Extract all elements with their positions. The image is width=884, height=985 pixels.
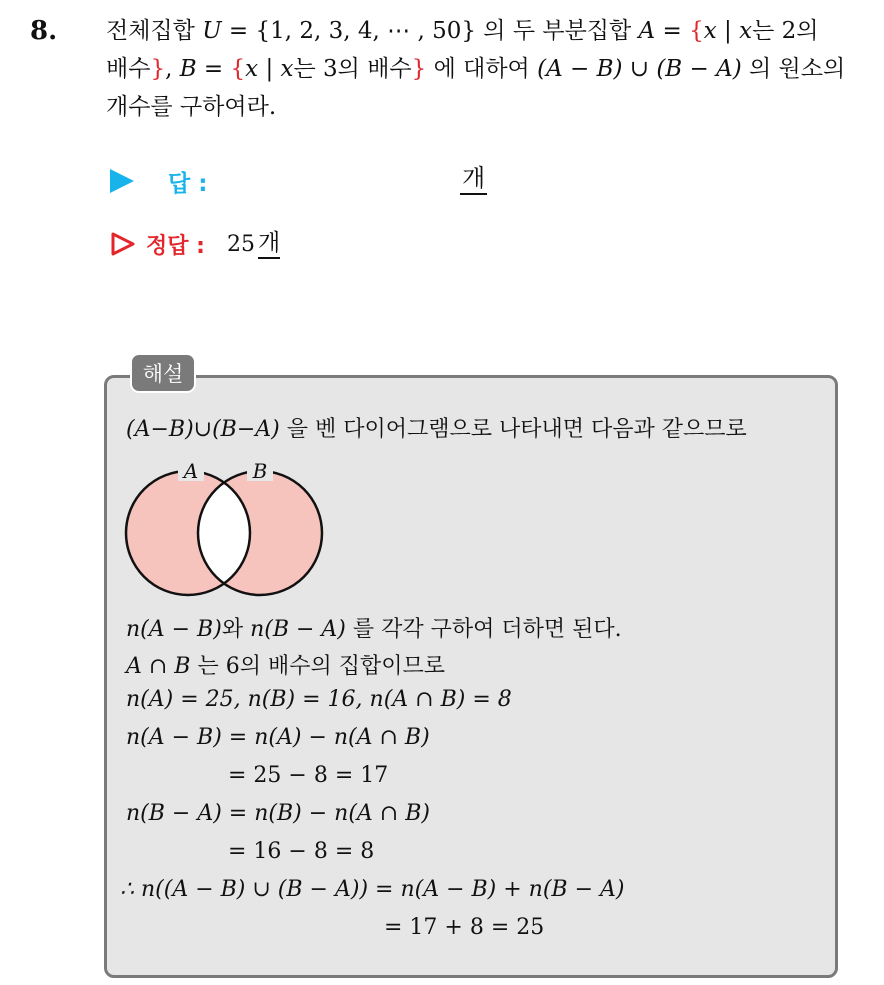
equals-sign: = <box>221 18 256 44</box>
solution-line: n(A) = 25, n(B) = 16, n(A ∩ B) = 8 <box>126 687 512 712</box>
correct-answer-value: 25 <box>226 231 255 257</box>
universe-set: {1, 2, 3, 4, ⋯ , 50} <box>255 18 476 44</box>
outline-triangle-icon <box>110 231 136 257</box>
solution-intro-expression: (A−B)∪(B−A) <box>126 417 280 442</box>
set-a-condition: 는 2의 <box>752 18 819 44</box>
answer-row <box>110 163 486 199</box>
problem-text-segment: 의 원소의 <box>741 56 846 82</box>
symmetric-difference-expression: (A − B) ∪ (B − A) <box>537 56 742 82</box>
comma: , <box>165 56 180 82</box>
solution-math: n(B − A) <box>250 617 346 642</box>
solution-text: 는 6의 배수의 집합이므로 <box>190 654 445 679</box>
universe-variable: U <box>202 18 222 44</box>
solution-line <box>126 649 445 680</box>
solution-line: = 17 + 8 = 25 <box>384 915 545 940</box>
problem-text-segment: 전체집합 <box>106 18 203 44</box>
solution-line <box>126 612 622 643</box>
set-b-element: x <box>245 56 259 82</box>
problem-line-3: 개수를 구하여라. <box>106 94 277 120</box>
solution-tag: 해설 <box>130 353 196 393</box>
set-b-element: x <box>280 56 294 82</box>
set-b-variable: B <box>179 56 197 82</box>
set-builder-bar: | <box>716 18 740 44</box>
correct-answer-row <box>110 226 280 262</box>
equals-sign: = <box>196 56 231 82</box>
set-b-condition: 는 3의 배수 <box>293 56 412 82</box>
set-brace-open: { <box>689 18 704 44</box>
answer-blank[interactable]: 개 <box>460 163 487 195</box>
solution-line: n(A − B) = n(A) − n(A ∩ B) <box>126 725 430 750</box>
problem-line-2 <box>106 50 866 88</box>
solution-line: n(B − A) = n(B) − n(A ∩ B) <box>126 801 430 826</box>
solution-math: A ∩ B <box>126 654 191 679</box>
solution-intro <box>126 412 747 443</box>
set-a-element: x <box>703 18 717 44</box>
solution-line: = 25 − 8 = 17 <box>228 763 389 788</box>
solution-text: 를 각각 구하여 더하면 된다. <box>345 617 622 642</box>
solution-math: n(A − B) <box>126 617 222 642</box>
play-triangle-icon <box>110 169 134 193</box>
set-brace-close: } <box>150 56 166 82</box>
problem-text-segment: 의 두 부분집합 <box>475 18 639 44</box>
venn-label-a: A <box>183 459 199 483</box>
set-a-variable: A <box>638 18 656 44</box>
solution-intro-text: 을 벤 다이어그램으로 나타내면 다음과 같으므로 <box>279 417 747 442</box>
problem-number: 8. <box>30 16 58 46</box>
venn-diagram <box>118 455 338 605</box>
problem-statement <box>106 12 866 126</box>
set-builder-bar: | <box>258 56 281 82</box>
correct-answer-label: 정답 : <box>146 233 205 259</box>
solution-line: ∴ n((A − B) ∪ (B − A)) = n(A − B) + n(B − A) <box>120 877 625 902</box>
answer-label: 답 : <box>168 170 208 197</box>
set-brace-open: { <box>230 56 246 82</box>
solution-text: 와 <box>221 617 251 642</box>
set-a-element: x <box>739 18 753 44</box>
solution-line: = 16 − 8 = 8 <box>228 839 375 864</box>
correct-answer-unit: 개 <box>258 229 280 259</box>
set-a-condition: 배수 <box>106 56 151 82</box>
venn-label-b: B <box>252 459 268 483</box>
problem-line-1 <box>106 12 866 50</box>
set-brace-close: } <box>411 56 427 82</box>
problem-text-segment: 에 대하여 <box>426 56 538 82</box>
equals-sign: = <box>655 18 690 44</box>
